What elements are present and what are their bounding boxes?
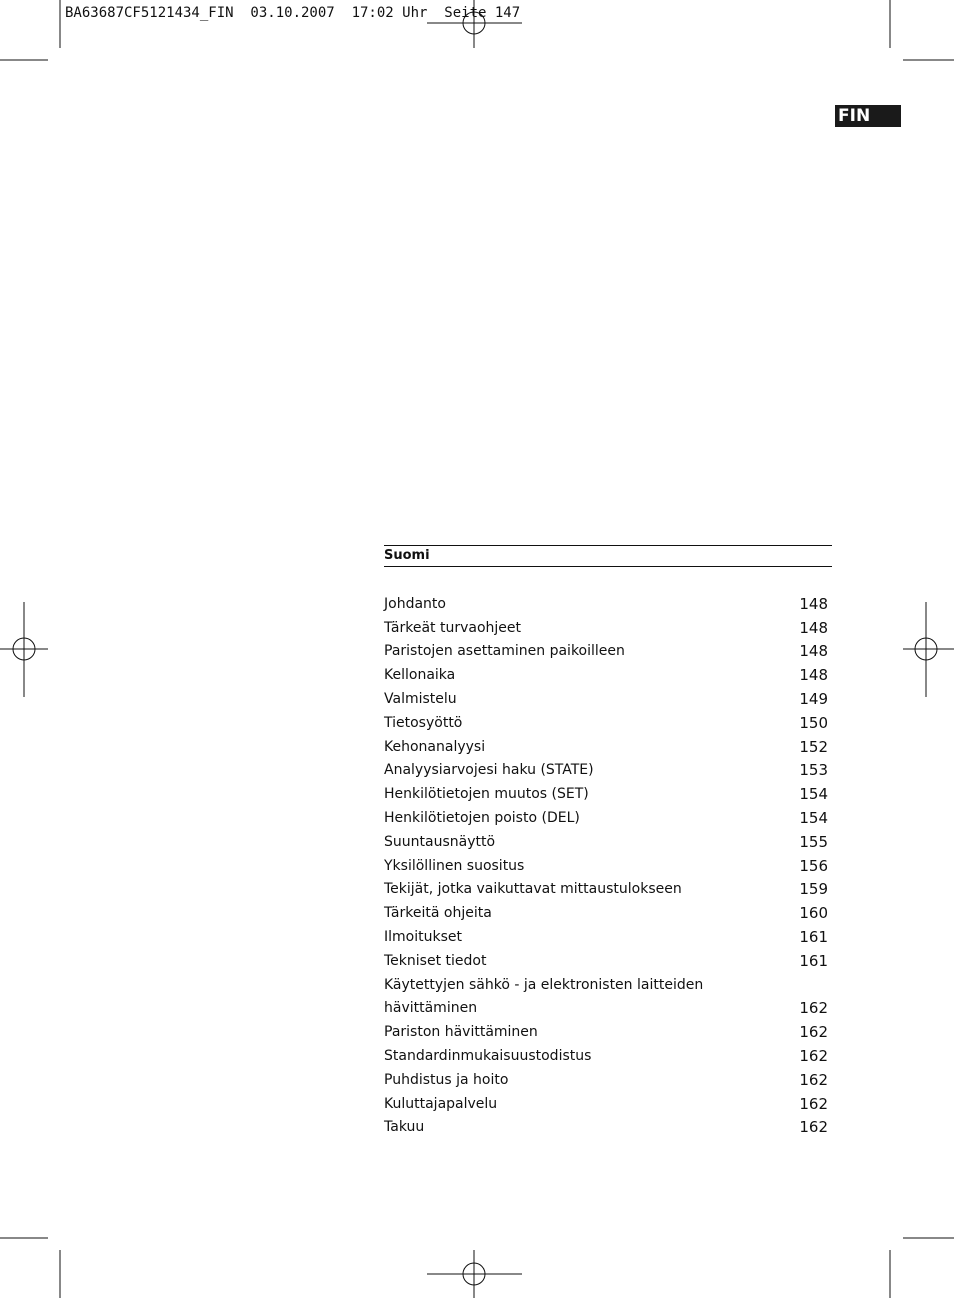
toc-entry <box>384 901 828 925</box>
toc-entry <box>384 616 828 640</box>
toc-entry <box>384 1092 828 1116</box>
toc-entry <box>384 1020 828 1044</box>
toc-entry <box>384 663 828 687</box>
toc-entry-title: Puhdistus ja hoito <box>384 1071 509 1088</box>
toc-entry <box>384 997 828 1021</box>
toc-entry <box>384 592 828 616</box>
print-slug-line: BA63687CF5121434_FIN 03.10.2007 17:02 Uhr Seite 147 <box>65 5 521 21</box>
toc-entry-page-number: 162 <box>799 1094 828 1113</box>
toc-heading-bar <box>384 545 832 567</box>
toc-entry-title: Kehonanalyysi <box>384 738 486 755</box>
toc-entry <box>384 687 828 711</box>
toc-entry-title: Henkilötietojen muutos (SET) <box>384 786 589 803</box>
toc-entry-page-number: 148 <box>799 618 828 637</box>
toc-entry-title: Tärkeät turvaohjeet <box>384 619 522 636</box>
toc-entry-page-number: 161 <box>799 928 828 947</box>
toc-entry <box>384 878 828 902</box>
toc-entry-title: Paristojen asettaminen paikoilleen <box>384 643 625 660</box>
toc-entry <box>384 925 828 949</box>
registration-mark-bottom <box>427 1250 522 1298</box>
toc-entry-title: Henkilötietojen poisto (DEL) <box>384 810 580 827</box>
toc-entry-page-number: 148 <box>799 666 828 685</box>
toc-entry-page-number: 162 <box>799 1118 828 1137</box>
toc-entry-page-number: 156 <box>799 856 828 875</box>
toc-entry <box>384 759 828 783</box>
toc-entry-page-number: 154 <box>799 809 828 828</box>
toc-entry-title: Tekijät, jotka vaikuttavat mittaustulokseen <box>384 881 682 898</box>
toc-entry <box>384 1116 828 1140</box>
toc-entry-title: Ilmoitukset <box>384 929 462 946</box>
toc-entry-title: Standardinmukaisuustodistus <box>384 1048 592 1065</box>
toc-entry-page-number: 153 <box>799 761 828 780</box>
toc-entry-title: hävittäminen <box>384 1000 478 1017</box>
toc-entry-title: Tärkeitä ohjeita <box>384 905 492 922</box>
toc-entry-page-number: 149 <box>799 690 828 709</box>
toc-entry-page-number: 148 <box>799 642 828 661</box>
toc-entry <box>384 830 828 854</box>
toc-entry-title: Kuluttajapalvelu <box>384 1095 498 1112</box>
toc-entry <box>384 640 828 664</box>
toc-entry-page-number: 162 <box>799 999 828 1018</box>
language-tab: FIN <box>835 105 901 127</box>
toc-entry-page-number: 160 <box>799 904 828 923</box>
toc-entry-title: Kellonaika <box>384 667 456 684</box>
table-of-contents <box>384 592 828 1139</box>
toc-entry <box>384 782 828 806</box>
toc-entry-title: Tietosyöttö <box>384 714 463 731</box>
toc-entry-page-number: 152 <box>799 737 828 756</box>
toc-entry-page-number: 161 <box>799 951 828 970</box>
toc-heading: Suomi <box>384 548 430 563</box>
toc-entry-title: Takuu <box>384 1119 425 1136</box>
toc-entry-page-number: 159 <box>799 880 828 899</box>
toc-entry-title: Käytettyjen sähkö - ja elektronisten laitteiden <box>384 976 704 993</box>
toc-entry-page-number: 162 <box>799 1047 828 1066</box>
toc-entry-page-number: 154 <box>799 785 828 804</box>
toc-entry-page-number: 150 <box>799 713 828 732</box>
toc-entry-title: Yksilöllinen suositus <box>384 857 525 874</box>
toc-entry-title: Analyysiarvojesi haku (STATE) <box>384 762 594 779</box>
toc-entry <box>384 1068 828 1092</box>
toc-entry-title: Tekniset tiedot <box>384 952 487 969</box>
toc-entry <box>384 949 828 973</box>
toc-entry-title: Valmistelu <box>384 691 457 708</box>
toc-entry <box>384 854 828 878</box>
toc-entry-page-number: 162 <box>799 1023 828 1042</box>
toc-entry-title: Johdanto <box>384 595 446 612</box>
registration-mark-left <box>0 602 48 697</box>
toc-entry-title: Suuntausnäyttö <box>384 833 496 850</box>
toc-entry <box>384 973 828 997</box>
toc-entry-title: Pariston hävittäminen <box>384 1024 538 1041</box>
toc-entry <box>384 806 828 830</box>
toc-entry-page-number: 162 <box>799 1070 828 1089</box>
registration-mark-right <box>903 602 954 697</box>
toc-entry <box>384 711 828 735</box>
toc-entry <box>384 1044 828 1068</box>
toc-entry-page-number: 148 <box>799 594 828 613</box>
toc-entry <box>384 735 828 759</box>
toc-entry-page-number: 155 <box>799 832 828 851</box>
